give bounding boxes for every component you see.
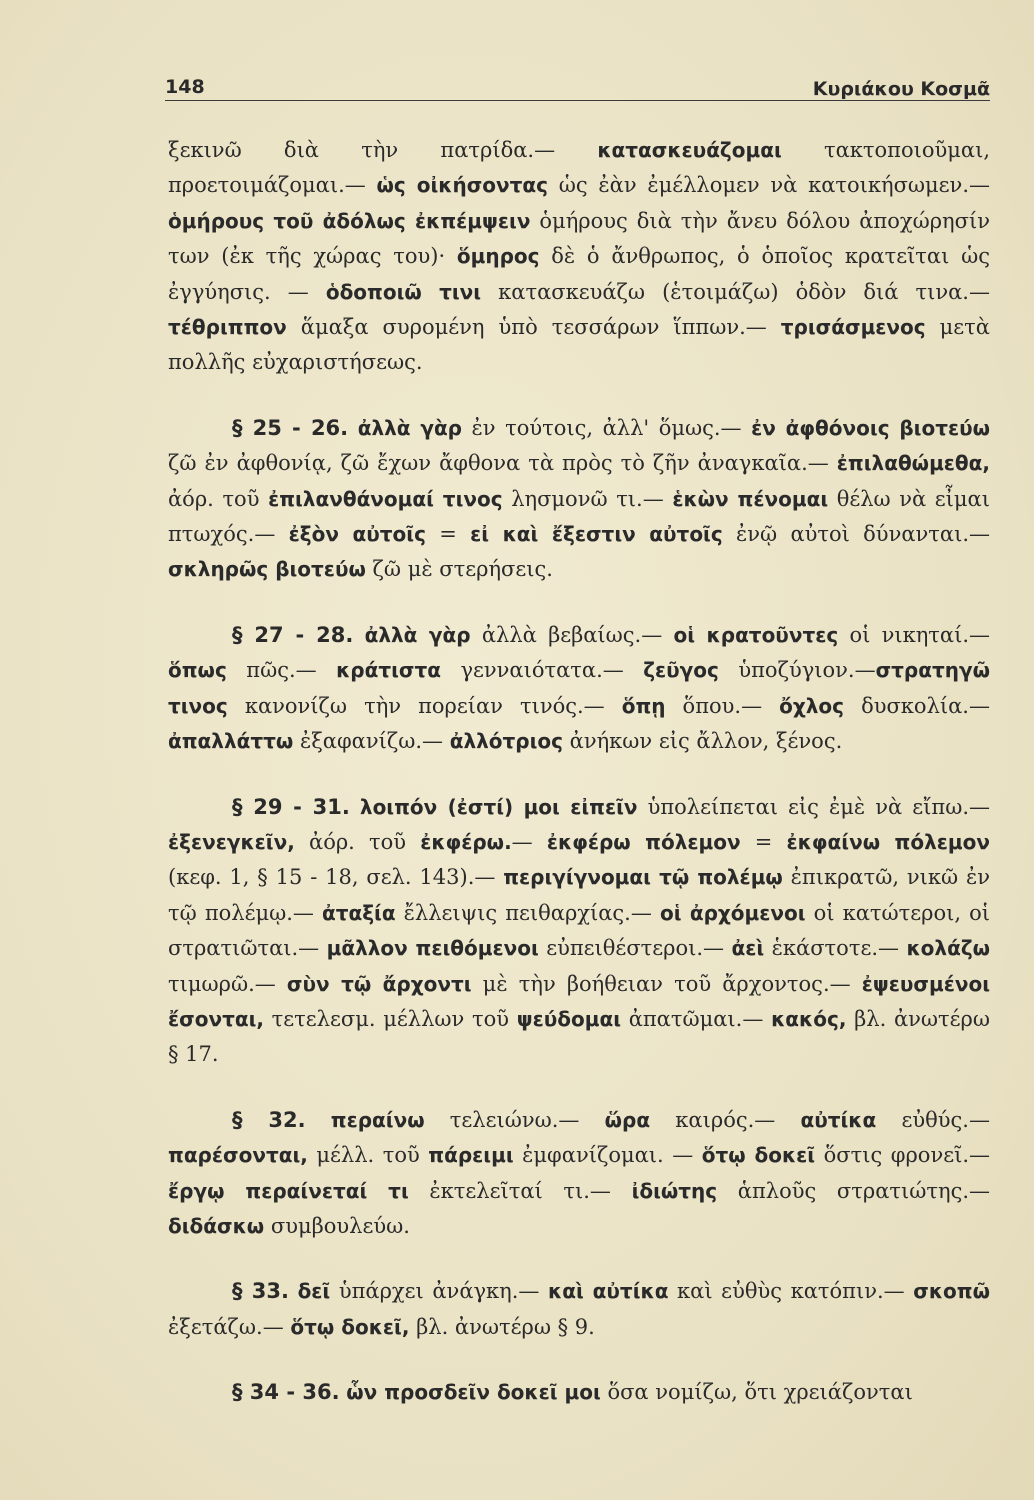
gloss-text: ἐκτελεῖταί τι.— bbox=[408, 1178, 632, 1203]
gloss-text: ὅστις φρονεῖ.— bbox=[815, 1143, 991, 1168]
gloss-text: εὐπειθέστεροι.— bbox=[538, 936, 732, 961]
headword: κακός, bbox=[771, 1006, 847, 1031]
gloss-text: ἀόρ. τοῦ bbox=[294, 829, 421, 854]
gloss-text: εὐθύς.— bbox=[876, 1107, 990, 1132]
headword: ἀταξία bbox=[321, 900, 396, 925]
gloss-text: = bbox=[740, 829, 787, 854]
gloss-text: ἀόρ. τοῦ bbox=[168, 486, 269, 511]
headword: ἰδιώτης bbox=[631, 1178, 718, 1203]
gloss-text: (κεφ. 1, § 15 - 18, σελ. 143).— bbox=[168, 865, 504, 890]
gloss-text: ὅσα νομίζω, ὅτι χρειάζονται bbox=[600, 1380, 913, 1405]
section-number: § 33. bbox=[232, 1279, 289, 1304]
headword: κολάζω bbox=[906, 936, 991, 961]
headword: ἑκὼν πένομαι bbox=[672, 486, 829, 511]
gloss-text: θέλω νὰ εἶμαι πτωχός.— bbox=[168, 486, 990, 547]
gloss-text: ὅπου.— bbox=[665, 693, 780, 718]
gloss-text: συμβουλεύω. bbox=[264, 1213, 410, 1238]
gloss-text: γενναιότατα.— bbox=[441, 658, 644, 683]
headword: σκληρῶς βιοτεύω bbox=[168, 557, 366, 582]
section-paragraph bbox=[168, 411, 990, 588]
headword: ἐν ἀφθόνοις βιοτεύω bbox=[751, 415, 991, 440]
gloss-text: βλ. ἀνωτέρω § 9. bbox=[409, 1314, 595, 1339]
headword: ἐκφέρω πόλεμον bbox=[546, 829, 741, 854]
gloss-text: κανονίζω τὴν πορείαν τινός.— bbox=[227, 693, 622, 718]
section-paragraph bbox=[168, 1103, 990, 1245]
headword: ἀεὶ bbox=[731, 936, 765, 961]
headword: ἐξὸν αὐτοῖς bbox=[288, 522, 426, 547]
gloss-text: ἁπλοῦς στρατιώτης.— bbox=[717, 1178, 991, 1203]
headword: ἀλλὰ γὰρ bbox=[364, 622, 471, 647]
headword: πάρειμι bbox=[428, 1143, 514, 1168]
gloss-text: οἱ κατώτεροι, οἱ στρατιῶται.— bbox=[168, 900, 990, 961]
section-paragraph bbox=[168, 1274, 990, 1345]
headword: τρισάσμενος bbox=[780, 315, 926, 340]
headword: περιγίγνομαι τῷ πολέμῳ bbox=[503, 865, 783, 890]
gloss-text: κατασκευάζω (ἑτοιμάζω) ὁδὸν διά τινα.— bbox=[481, 279, 990, 304]
headword: ὅπως bbox=[168, 658, 227, 683]
gloss-text: ὡς ἐὰν ἐμέλλομεν νὰ κατοικήσωμεν.— bbox=[548, 173, 991, 198]
headword: δεῖ bbox=[297, 1279, 331, 1304]
headword: σὺν τῷ ἄρχοντι bbox=[286, 971, 472, 996]
headword: περαίνω bbox=[330, 1107, 425, 1132]
gloss-text: ἐπικρατῶ, νικῶ ἐν τῷ πολέμῳ.— bbox=[168, 865, 990, 925]
commentary-text bbox=[168, 133, 990, 1411]
headword: ἐκφαίνω πόλεμον bbox=[786, 829, 990, 854]
headword: ὡς οἰκήσοντας bbox=[376, 173, 549, 198]
headword: ἀπαλλάττω bbox=[168, 729, 294, 754]
running-head: Κυριάκου Κοσμᾶ bbox=[812, 78, 990, 100]
headword: ὧν προσδεῖν δοκεῖ μοι bbox=[346, 1380, 601, 1405]
gloss-text: ὑπάρχει ἀνάγκη.— bbox=[330, 1279, 549, 1304]
gloss-text: ἐν τούτοις, ἀλλ' ὅμως.— bbox=[462, 415, 752, 440]
section-paragraph bbox=[168, 618, 990, 760]
headword: σκοπῶ bbox=[913, 1279, 990, 1304]
headword: διδάσκω bbox=[168, 1213, 265, 1238]
headword: τέθριππον bbox=[168, 315, 287, 340]
section-number: § 29 - 31. bbox=[232, 794, 350, 819]
headword: ὁδοποιῶ τινι bbox=[325, 279, 482, 304]
headword: λοιπόν (ἐστί) μοι εἰπεῖν bbox=[359, 794, 638, 819]
gloss-text: ἐξαφανίζω.— bbox=[293, 729, 450, 754]
headword: αὐτίκα bbox=[800, 1107, 877, 1132]
gloss-text: ὑποζύγιον.— bbox=[718, 658, 876, 683]
gloss-text: μετὰ πολλῆς εὐχαριστήσεως. bbox=[168, 315, 990, 375]
headword: μᾶλλον πειθόμενοι bbox=[326, 936, 539, 961]
headword: ἐπιλανθάνομαί τινος bbox=[268, 486, 503, 511]
headword: εἰ καὶ ἔξεστιν αὐτοῖς bbox=[470, 522, 723, 547]
gloss-text: δυσκολία.— bbox=[844, 693, 990, 718]
headword: ἀλλὰ γὰρ bbox=[357, 415, 462, 440]
headword: οἱ ἀρχόμενοι bbox=[659, 900, 806, 925]
gloss-text: τιμωρῶ.— bbox=[168, 971, 287, 996]
gloss-text: τετελεσμ. μέλλων τοῦ bbox=[263, 1006, 517, 1031]
gloss-text: ἀλλὰ βεβαίως.— bbox=[470, 622, 674, 647]
headword: ὅτῳ δοκεῖ, bbox=[290, 1314, 410, 1339]
headword: ἔργῳ περαίνεταί τι bbox=[168, 1178, 409, 1203]
section-paragraph bbox=[168, 790, 990, 1073]
gloss-text: ὁμήρους διὰ τὴν ἄνευ δόλου ἀποχώρησίν των (ἐκ τῆς χώρας του)· bbox=[168, 208, 990, 269]
section-number: § 32. bbox=[232, 1107, 306, 1132]
gloss-text: ὑπολείπεται εἰς ἐμὲ νὰ εἴπω.— bbox=[637, 794, 990, 819]
headword: ὁμήρους τοῦ ἀδόλως ἐκπέμψειν bbox=[168, 208, 531, 233]
gloss-text: ζῶ ἐν ἀφθονίᾳ, ζῶ ἔχων ἄφθονα τὰ πρὸς τὸ ζῆν ἀναγκαῖα.— bbox=[168, 451, 837, 476]
gloss-text: ἐμφανίζομαι. — bbox=[513, 1143, 702, 1168]
gloss-text: τακτοποιοῦμαι, προετοιμάζομαι.— bbox=[168, 138, 990, 198]
gloss-text: ἐξετάζω.— bbox=[168, 1314, 291, 1339]
headword: οἱ κρατοῦντες bbox=[673, 622, 839, 647]
gloss-text: = bbox=[425, 522, 471, 547]
gloss-text: — bbox=[511, 829, 547, 854]
gloss-text: βλ. ἀνωτέρω § 17. bbox=[168, 1006, 991, 1067]
paragraph bbox=[168, 133, 990, 381]
headword: ἀλλότριος bbox=[449, 729, 563, 754]
gloss-text: τελειώνω.— bbox=[424, 1107, 605, 1132]
gloss-text: δὲ ὁ ἄνθρωπος, ὁ ὁποῖος κρατεῖται ὡς ἐγγύησις. — bbox=[168, 244, 990, 304]
headword: ἐπιλαθώμεθα, bbox=[836, 451, 990, 476]
headword: ἐξενεγκεῖν, bbox=[168, 829, 295, 854]
headword: κράτιστα bbox=[336, 658, 441, 683]
gloss-text: ξεκινῶ διὰ τὴν πατρίδα.— bbox=[168, 138, 598, 162]
headword: ὅπῃ bbox=[621, 693, 666, 718]
headword: στρατηγῶ τινος bbox=[168, 658, 990, 718]
gloss-text: ἀπατῶμαι.— bbox=[620, 1006, 772, 1031]
headword: ὅτῳ δοκεῖ bbox=[701, 1143, 816, 1168]
headword: ὄχλος bbox=[779, 693, 845, 718]
gloss-text: οἱ νικηταί.— bbox=[838, 622, 990, 647]
page-header bbox=[165, 70, 990, 101]
section-paragraph bbox=[168, 1375, 990, 1410]
gloss-text: ἐνῷ αὐτοὶ δύνανται.— bbox=[722, 522, 990, 547]
page-number: 148 bbox=[165, 76, 205, 98]
gloss-text: πῶς.— bbox=[226, 658, 337, 683]
headword: ζεῦγος bbox=[643, 658, 719, 683]
gloss-text: ἑκάστοτε.— bbox=[764, 936, 907, 961]
gloss-text: λησμονῶ τι.— bbox=[502, 486, 673, 511]
headword: ἐψευσμένοι ἔσονται, bbox=[168, 971, 990, 1031]
section-number: § 27 - 28. bbox=[232, 622, 354, 647]
gloss-text: ζῶ μὲ στερήσεις. bbox=[365, 557, 553, 582]
headword: ὥρα bbox=[604, 1107, 651, 1132]
section-number: § 34 - 36. bbox=[232, 1380, 340, 1405]
gloss-text: καὶ εὐθὺς κατόπιν.— bbox=[668, 1279, 914, 1304]
headword: κατασκευάζομαι bbox=[597, 138, 782, 162]
gloss-text: ἔλλειψις πειθαρχίας.— bbox=[395, 900, 660, 925]
headword: ὅμηρος bbox=[456, 244, 540, 269]
headword: καὶ αὐτίκα bbox=[548, 1279, 669, 1304]
headword: ψεύδομαι bbox=[516, 1006, 621, 1031]
section-number: § 25 - 26. bbox=[232, 415, 349, 440]
gloss-text: ἀνήκων εἰς ἄλλον, ξένος. bbox=[562, 729, 843, 754]
gloss-text: ἅμαξα συρομένη ὑπὸ τεσσάρων ἵππων.— bbox=[286, 315, 781, 340]
headword: παρέσονται, bbox=[168, 1143, 308, 1168]
gloss-text: μέλλ. τοῦ bbox=[307, 1143, 429, 1168]
headword: ἐκφέρω. bbox=[420, 829, 512, 854]
gloss-text: μὲ τὴν βοήθειαν τοῦ ἄρχοντος.— bbox=[471, 971, 862, 996]
gloss-text: καιρός.— bbox=[650, 1107, 801, 1132]
